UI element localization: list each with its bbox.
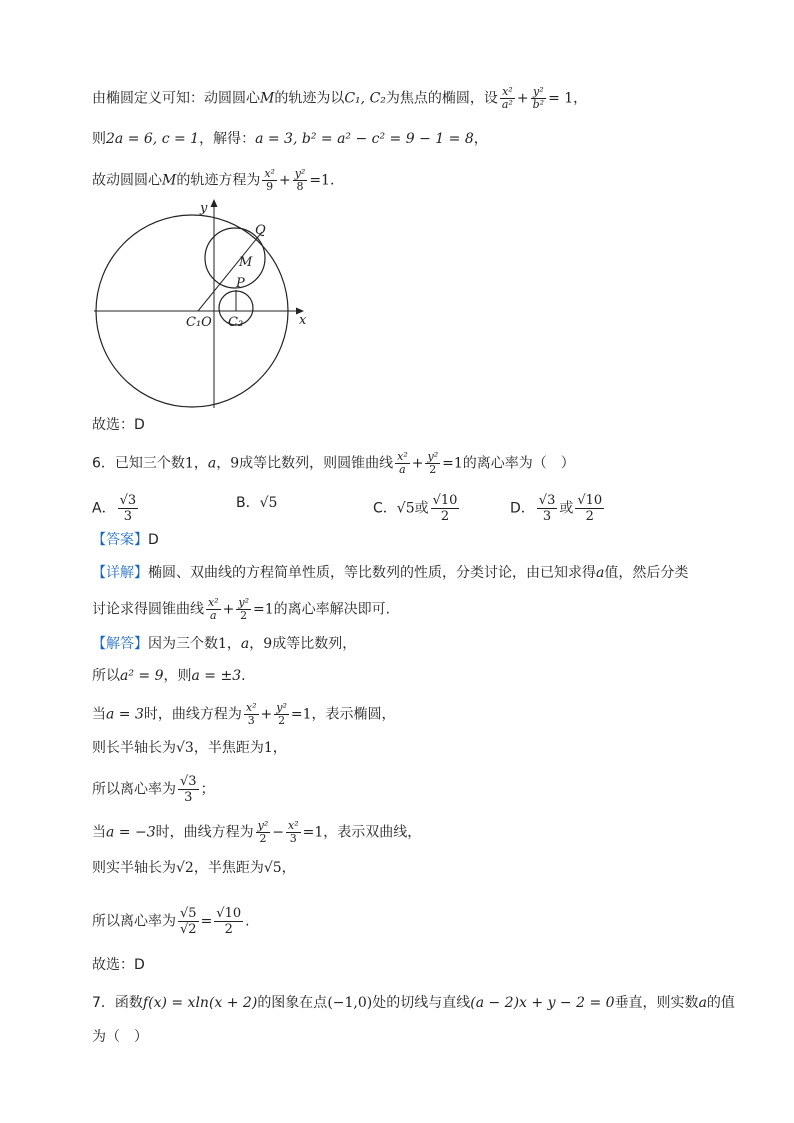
math: a = 3 — [106, 706, 144, 723]
text: 的图象在点 — [257, 995, 328, 1011]
text: 当 — [92, 824, 106, 841]
solution-line-2 — [92, 129, 488, 149]
text: 成等比数列，则圆锥曲线 — [239, 455, 394, 472]
math: = 1， — [548, 90, 588, 107]
answer-line: 故选：D — [92, 417, 145, 433]
text: 的离心率为（ ） — [462, 455, 575, 472]
math: (a − 2)x + y − 2 = 0 — [470, 995, 615, 1011]
fraction: $\frac{\text{y²}}{2}$ — [238, 596, 249, 622]
solution-line-3: 故动圆圆心M的轨迹方程为 $\frac{\text{x²}}{9}$ + $\frac{\text{y²}}{8}$ =1. — [92, 167, 335, 193]
detail-tag: 【详解】 — [92, 565, 148, 581]
math-var: a — [207, 455, 217, 472]
fraction: $\frac{√3}{3}$ — [538, 493, 556, 524]
math: f(x) = xln(x + 2) — [142, 995, 258, 1011]
label-c1o: C₁O — [186, 315, 212, 330]
question-6-stem: 6．已知三个数1，a，9成等比数列，则圆锥曲线 $\frac{\text{x²}}{a}$ + $\frac{\text{y²}}{2}$ =1的离心率为（ ） — [92, 450, 575, 476]
text: 的值 — [706, 995, 735, 1011]
text: ，解得： — [199, 131, 256, 147]
text: ， — [226, 636, 241, 652]
text: 为焦点的椭圆，设 — [385, 90, 498, 107]
text: 则长半轴长为 — [92, 740, 176, 756]
fraction: $\frac{√3}{3}$ — [180, 774, 197, 805]
fraction: $\frac{\text{x²}}{9}$ — [264, 167, 275, 193]
text: 当 — [92, 706, 106, 723]
text: 7．函数 — [92, 995, 143, 1011]
answer-value: D — [148, 532, 159, 548]
fraction: $\frac{\text{x²}}{3}$ — [245, 701, 257, 727]
math: a² = 9 — [120, 668, 164, 684]
text: . — [241, 668, 246, 684]
answer-tag-line — [92, 530, 159, 550]
text: 所以离心率为 — [92, 781, 176, 798]
solve-tag: 【解答】 — [92, 636, 148, 652]
text: 则 — [92, 131, 106, 147]
math: 2a = 6, c = 1 — [106, 131, 200, 147]
label-p: P — [236, 276, 245, 291]
text: ，半焦距为 — [193, 860, 264, 876]
text: ， — [193, 455, 208, 472]
math: =1 — [442, 455, 463, 472]
fraction: $\frac{\text{x²}}{3}$ — [287, 819, 299, 845]
text: 所以 — [92, 668, 120, 684]
math: 1 — [218, 636, 227, 652]
math-var: M — [260, 90, 275, 107]
fraction: $\frac{\text{y²}}{\text{b²}}$ — [532, 85, 545, 111]
text: ，则 — [163, 668, 192, 684]
y-axis-arrow — [211, 199, 218, 207]
text: 的轨迹方程为 — [176, 172, 261, 189]
text: 时，曲线方程为 — [143, 706, 242, 723]
math: √3 — [176, 740, 194, 756]
text: ， — [272, 740, 287, 756]
option-d[interactable]: D． $\frac{√3}{3}$ 或 $\frac{√10}{2}$ — [510, 493, 603, 524]
option-a[interactable]: A． $\frac{√3}{3}$ — [92, 493, 137, 524]
final-answer-line: 故选：D — [92, 957, 145, 973]
text: 成等比数列， — [272, 636, 357, 652]
solve-line-4 — [92, 738, 287, 758]
text: ， — [473, 131, 488, 147]
text: ， — [249, 636, 264, 652]
text: 所以离心率为 — [92, 913, 176, 930]
text: 值，然后分类 — [604, 565, 689, 581]
math: 1 — [184, 455, 194, 472]
solve-line-1 — [92, 634, 356, 654]
fraction: $\frac{√10}{2}$ — [432, 493, 458, 524]
text: ，表示椭圆， — [311, 706, 396, 723]
solve-line-2 — [92, 666, 246, 686]
fraction: $\frac{\text{y²}}{2}$ — [257, 819, 269, 845]
detail-line-1 — [92, 563, 688, 583]
fraction: $\frac{√10}{2}$ — [216, 906, 242, 937]
label-q: Q — [255, 223, 266, 238]
fraction: $\frac{\text{y²}}{2}$ — [276, 701, 287, 727]
math: 9 — [263, 636, 273, 652]
question-6-options — [92, 493, 712, 524]
math: √5 — [263, 860, 282, 876]
text: ，表示双曲线， — [323, 824, 422, 841]
math-var: a — [240, 636, 250, 652]
answer-tag: 【答案】 — [92, 532, 148, 548]
math: a = 3, b² = a² − c² = 9 − 1 = 8 — [255, 131, 474, 147]
text: 垂直，则实数 — [614, 995, 699, 1011]
math: a = ±3 — [191, 668, 242, 684]
fraction: $\frac{√5}{√2}$ — [180, 906, 197, 937]
fraction: $\frac{√3}{3}$ — [119, 493, 137, 524]
fraction: $\frac{\text{x²}}{\text{a²}}$ — [501, 85, 513, 111]
text: 由椭圆定义可知：动圆圆心 — [92, 90, 260, 107]
fraction: $\frac{\text{y²}}{2}$ — [427, 450, 439, 476]
text: 故动圆圆心 — [92, 172, 162, 189]
math-var: a — [596, 565, 605, 581]
option-b[interactable]: B．√5 — [236, 495, 278, 511]
math: √2 — [176, 860, 194, 876]
text: 的离心率解决即可. — [273, 601, 391, 618]
text: 则实半轴长为 — [92, 860, 176, 876]
math: =1 — [252, 601, 274, 618]
label-y: y — [200, 201, 208, 216]
text: 时，曲线方程为 — [155, 824, 254, 841]
question-7-line-1 — [92, 993, 735, 1013]
text: 6．已知三个数 — [92, 455, 185, 472]
solution-line-1: 由椭圆定义可知：动圆圆心M的轨迹为以C₁, C₂为焦点的椭圆，设 $\frac{\text{x²}}{\text{a²}}$ + $\frac{\text{y²}}{\text{b²}}$ = 1， — [92, 85, 588, 111]
fraction: $\frac{\text{x²}}{a}$ — [208, 596, 219, 622]
math: =1 — [290, 706, 312, 723]
solve-line-3: 当a = 3时，曲线方程为 $\frac{\text{x²}}{3}$ + $\frac{\text{y²}}{2}$ =1，表示椭圆， — [92, 701, 396, 727]
text: ； — [200, 781, 215, 798]
text: 椭圆、双曲线的方程简单性质，等比数列的性质，分类讨论，由已知求得 — [148, 565, 596, 581]
solve-line-7 — [92, 858, 296, 878]
fraction: $\frac{\text{y²}}{8}$ — [294, 167, 306, 193]
math-var: a — [698, 995, 707, 1011]
solve-line-8: 所以离心率为 $\frac{√5}{√2}$ = $\frac{√10}{2}$ . — [92, 906, 250, 937]
question-7-line-2: 为（ ） — [92, 1029, 148, 1045]
math: a = −3 — [106, 824, 156, 841]
label-m: M — [239, 255, 253, 270]
option-c[interactable]: C．√5或 $\frac{√10}{2}$ — [373, 493, 458, 524]
fraction: $\frac{\text{x²}}{a}$ — [397, 450, 408, 476]
math: 9 — [230, 455, 240, 472]
text: 的轨迹为以 — [274, 90, 345, 107]
text: 因为三个数 — [148, 636, 218, 652]
math-foci: C₁, C₂ — [344, 90, 386, 107]
text: ， — [281, 860, 296, 876]
math: =1 — [302, 824, 324, 841]
math: (−1,0) — [327, 995, 373, 1011]
fraction: $\frac{√10}{2}$ — [577, 493, 603, 524]
label-c2: C₂ — [228, 315, 244, 330]
detail-line-2: 讨论求得圆锥曲线 $\frac{\text{x²}}{a}$ + $\frac{\text{y²}}{2}$ =1的离心率解决即可. — [92, 596, 391, 622]
text: ，半焦距为 — [193, 740, 264, 756]
text: ， — [216, 455, 231, 472]
solve-line-6: 当a = −3时，曲线方程为 $\frac{\text{y²}}{2}$ − $\frac{\text{x²}}{3}$ =1，表示双曲线， — [92, 819, 422, 845]
math-var: M — [162, 172, 177, 189]
math: 1 — [263, 740, 273, 756]
label-x: x — [299, 313, 307, 328]
solve-line-5 — [92, 774, 215, 805]
text: 处的切线与直线 — [372, 995, 471, 1011]
ellipse-figure — [90, 196, 320, 411]
math: =1. — [309, 172, 335, 189]
text: 讨论求得圆锥曲线 — [92, 601, 204, 618]
text: . — [245, 913, 250, 930]
